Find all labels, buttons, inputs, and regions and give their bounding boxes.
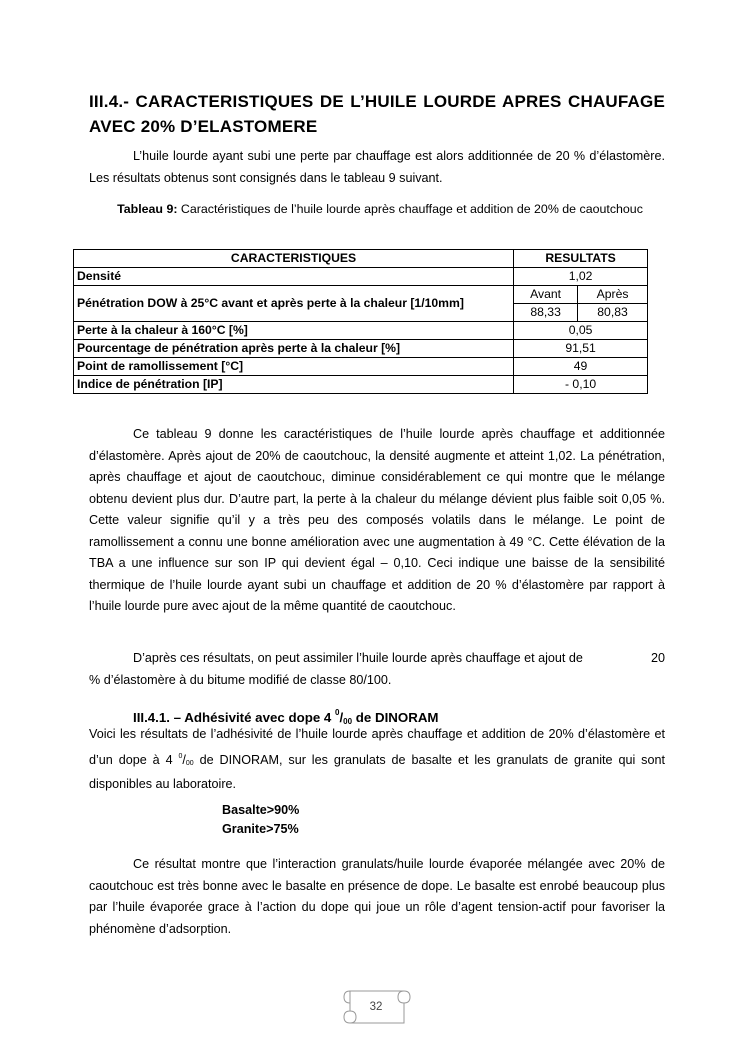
adhesion-text-1: Voici les résultats de l’adhésivité de l’huile lourde après chauffage et addition de 20% d’élastomère et d’un dope à 4 (89, 727, 665, 767)
adhesion-paragraph (89, 724, 665, 796)
table-caption-text: Caractéristiques de l’huile lourde après chauffage et addition de 20% de caoutchouc (177, 202, 643, 216)
subheader-before: Avant (514, 286, 578, 304)
conclusion-number: 20 (650, 651, 665, 665)
table-caption-label: Tableau 9: (117, 202, 178, 216)
page-number: 32 (369, 1001, 383, 1013)
characteristics-table (73, 249, 648, 394)
final-paragraph: Ce résultat montre que l’interaction granulats/huile lourde évaporée mélangée avec 20% de caoutchouc est très bonne avec le basalte en présence de dope. Le basalte est enrobé beaucoup plus par l’huile évaporée grace à l’action du dope qui joue un rôle d’agent tension-actif pour favoriser la phénomène d’adsorption. (89, 857, 665, 936)
row-value: 0,05 (514, 322, 648, 340)
conclusion-text-2: % d’élastomère à du bitume modifié de classe 80/100. (89, 672, 392, 687)
table-row (74, 376, 648, 394)
row-label: Indice de pénétration [IP] (74, 376, 514, 394)
result-basalt: Basalte>90% (222, 803, 300, 817)
subsection-prefix: III.4.1. – Adhésivité avec dope 4 (133, 710, 336, 725)
header-characteristics: CARACTERISTIQUES (74, 250, 514, 268)
subheader-after: Après (578, 286, 648, 304)
row-label: Point de ramollissement [°C] (74, 358, 514, 376)
row-value: 1,02 (514, 268, 648, 286)
table-caption (100, 200, 660, 219)
row-label: Densité (74, 268, 514, 286)
subsection-suffix: de DINORAM (352, 710, 439, 725)
result-granite: Granite>75% (222, 822, 299, 836)
table-header-row (74, 250, 648, 268)
row-value: 91,51 (514, 340, 648, 358)
section-title (89, 89, 665, 139)
value-after: 80,83 (578, 304, 648, 322)
adhesion-slash: / (182, 752, 186, 767)
discussion-paragraph: Ce tableau 9 donne les caractéristiques de l’huile lourde après chauffage et additionnée d’élastomère. Après ajout de 20% de caoutchouc, la densité augmente et atteint 1,02. La pénétration, après chauffage et ajout de caoutchouc, diminue considérablement ce qui montre que le mélange obtenu devient plus dur. D’autre part, la perte à la chaleur du mélange dévient plus faible soit 0,05 %. Cette valeur signifie qu’il y a très peu des composés volatils dans le mélange. Le point de ramollissement a connu une bonne amélioration avec une augmentation à 49 °C. Cette élévation de la TBA a une influence sur son IP qui devient égal – 0,10. Ceci indique une baisse de la sensibilité thermique de l’huile lourde ayant subi un chauffage et addition de 20 % d’élastomère par rapport à l’huile lourde pure avec ajout de la même quantité de caoutchouc. (89, 427, 665, 613)
row-label: Pourcentage de pénétration après perte à la chaleur [%] (74, 340, 514, 358)
intro-paragraph: L’huile lourde ayant subi une perte par chauffage est alors additionnée de 20 % d’élastomère. Les résultats obtenus sont consignés dans le tableau 9 suivant. (89, 149, 665, 185)
subsection-sub: 00 (343, 717, 353, 726)
section-title-line1: III.4.- CARACTERISTIQUES DE L’HUILE LOURDE APRES CHAUFAGE (89, 92, 665, 111)
adhesion-sup: 0 (178, 752, 183, 760)
page-number-scroll (340, 983, 412, 1031)
adhesion-sub: 00 (185, 759, 194, 767)
adhesion-text-2: de DINORAM, sur les granulats de basalte et les granulats de granite qui sont disponibles au laboratoire. (89, 752, 665, 791)
conclusion-text: D’après ces résultats, on peut assimiler l’huile lourde après chauffage et ajout de (133, 651, 583, 665)
table-row (74, 322, 648, 340)
value-before: 88,33 (514, 304, 578, 322)
row-label: Pénétration DOW à 25°C avant et après perte à la chaleur [1/10mm] (74, 286, 514, 322)
header-results: RESULTATS (514, 250, 648, 268)
conclusion-paragraph (89, 648, 665, 691)
subsection-slash: / (339, 710, 344, 725)
table-row (74, 340, 648, 358)
row-value: 49 (514, 358, 648, 376)
adhesion-results (222, 801, 299, 839)
table-row (74, 358, 648, 376)
table-row (74, 286, 648, 304)
subsection-sup: 0 (335, 708, 340, 717)
table-row (74, 268, 648, 286)
section-title-line2: AVEC 20% D’ELASTOMERE (89, 117, 318, 136)
row-label: Perte à la chaleur à 160°C [%] (74, 322, 514, 340)
row-value: - 0,10 (514, 376, 648, 394)
